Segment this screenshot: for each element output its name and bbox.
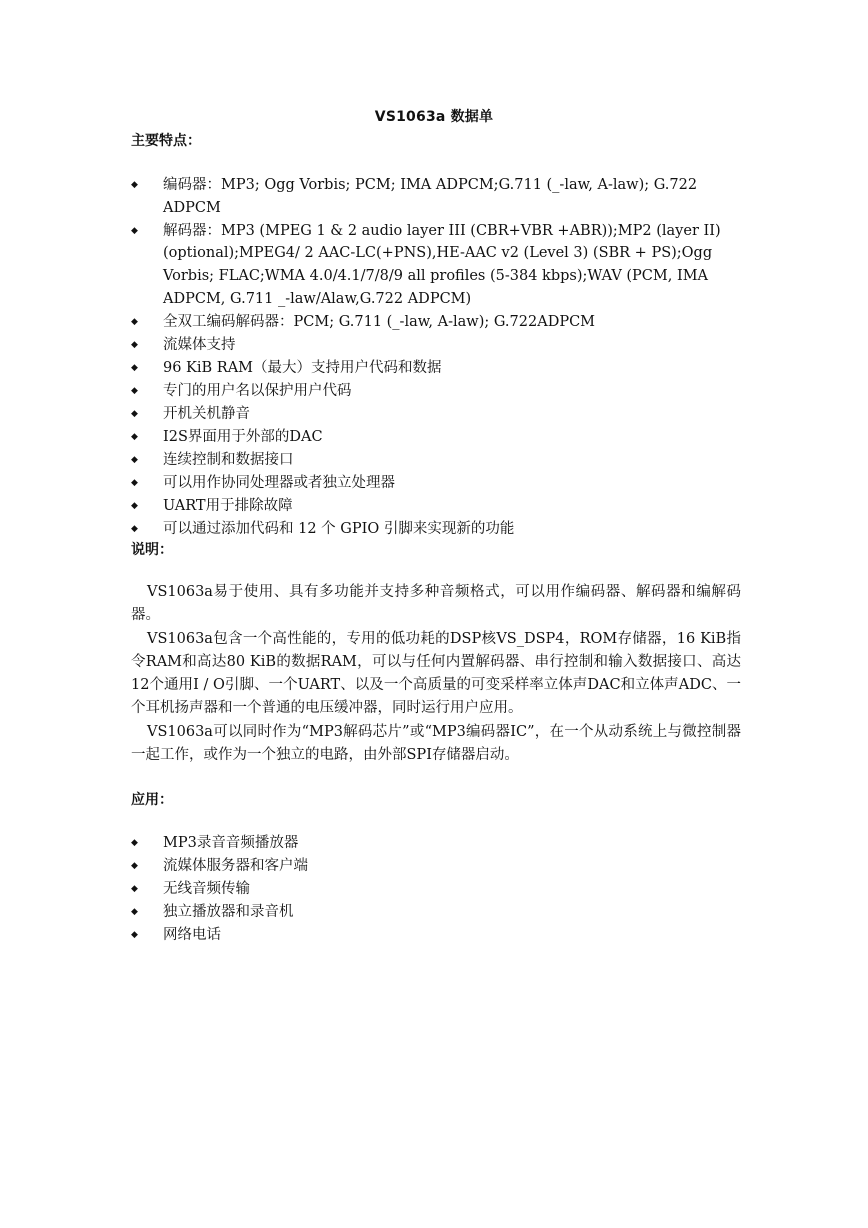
- application-text: 独立播放器和录音机: [163, 904, 294, 920]
- description-heading: 说明：: [131, 542, 173, 558]
- list-item: [131, 334, 741, 357]
- list-item: [131, 449, 741, 472]
- list-item: [131, 380, 741, 403]
- feature-text: 编码器：MP3; Ogg Vorbis; PCM; IMA ADPCM;G.711 (_-law, A-law); G.722 ADPCM: [163, 177, 698, 216]
- list-item: [131, 174, 741, 220]
- application-text: 流媒体服务器和客户端: [163, 858, 308, 874]
- features-list: [131, 174, 741, 541]
- description-section: [131, 581, 741, 767]
- application-text: 网络电话: [163, 927, 221, 943]
- feature-text: 专门的用户名以保护用户代码: [163, 382, 352, 399]
- description-paragraph: VS1063a易于使用、具有多功能并支持多种音频格式，可以用作编码器、解码器和编解码器。: [131, 584, 741, 624]
- bullet-diamond-icon: ◆: [131, 362, 138, 373]
- feature-text: 连续控制和数据接口: [163, 451, 294, 468]
- applications-heading: 应用：: [131, 792, 173, 808]
- feature-text: I2S界面用于外部的DAC: [163, 428, 323, 445]
- list-item: [131, 832, 741, 855]
- bullet-diamond-icon: ◆: [131, 408, 138, 419]
- feature-text: 全双工编码解码器：PCM; G.711 (_-law, A-law); G.722ADPCM: [163, 313, 596, 330]
- application-text: 无线音频传输: [163, 881, 250, 897]
- document-title: VS1063a 数据单: [374, 109, 494, 125]
- bullet-diamond-icon: ◆: [131, 500, 138, 511]
- application-text: MP3录音音频播放器: [163, 835, 299, 851]
- feature-text: 96 KiB RAM（最大）支持用户代码和数据: [163, 359, 442, 376]
- list-item: [131, 403, 741, 426]
- bullet-diamond-icon: ◆: [131, 861, 138, 871]
- feature-text: 可以用作协同处理器或者独立处理器: [163, 474, 395, 491]
- bullet-diamond-icon: ◆: [131, 316, 138, 327]
- list-item: [131, 901, 741, 924]
- bullet-diamond-icon: ◆: [131, 339, 138, 350]
- list-item: [131, 495, 741, 518]
- bullet-diamond-icon: ◆: [131, 431, 138, 442]
- feature-text: 解码器：MP3 (MPEG 1 & 2 audio layer III (CBR+VBR +ABR));MP2 (layer II) (optional);MPEG4/ 2 AAC-LC(+PNS),HE-AAC v2 (Level 3) (SBR + PS);Ogg Vorbis; FLAC;WMA 4.0/4.1/7/8/9 all profiles (5-384 kbps);WAV (PCM, IMA ADPCM, G.711 _-law/Alaw,G.722 ADPCM): [163, 222, 721, 307]
- applications-list: [131, 832, 741, 947]
- list-item: [131, 426, 741, 449]
- list-item: [131, 878, 741, 901]
- feature-text: 开机关机静音: [163, 405, 250, 422]
- bullet-diamond-icon: ◆: [131, 454, 138, 465]
- bullet-diamond-icon: ◆: [131, 477, 138, 488]
- list-item: [131, 518, 741, 541]
- bullet-diamond-icon: ◆: [131, 907, 138, 917]
- list-item: [131, 311, 741, 334]
- bullet-diamond-icon: ◆: [131, 180, 138, 190]
- bullet-diamond-icon: ◆: [131, 225, 138, 236]
- description-paragraph: VS1063a包含一个高性能的，专用的低功耗的DSP核VS_DSP4，ROM存储器，16 KiB指令RAM和高达80 KiB的数据RAM，可以与任何内置解码器、串行控制和输入数据接口、高达12个通用I / O引脚、一个UART、以及一个高质量的可变采样率立体声DAC和立体声ADC、一个耳机扬声器和一个普通的电压缓冲器，同时运行用户应用。: [131, 630, 741, 717]
- list-item: [131, 472, 741, 495]
- description-paragraph: VS1063a可以同时作为“MP3解码芯片”或“MP3编码器IC”，在一个从动系统上与微控制器一起工作，或作为一个独立的电路，由外部SPI存储器启动。: [131, 723, 741, 764]
- bullet-diamond-icon: ◆: [131, 523, 138, 534]
- list-item: [131, 220, 741, 311]
- list-item: [131, 924, 741, 947]
- bullet-diamond-icon: ◆: [131, 930, 138, 940]
- feature-text: 可以通过添加代码和 12 个 GPIO 引脚来实现新的功能: [163, 520, 515, 537]
- list-item: [131, 357, 741, 380]
- bullet-diamond-icon: ◆: [131, 884, 138, 894]
- feature-text: 流媒体支持: [163, 336, 236, 353]
- features-heading: 主要特点：: [131, 133, 201, 149]
- bullet-diamond-icon: ◆: [131, 385, 138, 396]
- feature-text: UART用于排除故障: [163, 497, 293, 514]
- list-item: [131, 855, 741, 878]
- bullet-diamond-icon: ◆: [131, 838, 138, 848]
